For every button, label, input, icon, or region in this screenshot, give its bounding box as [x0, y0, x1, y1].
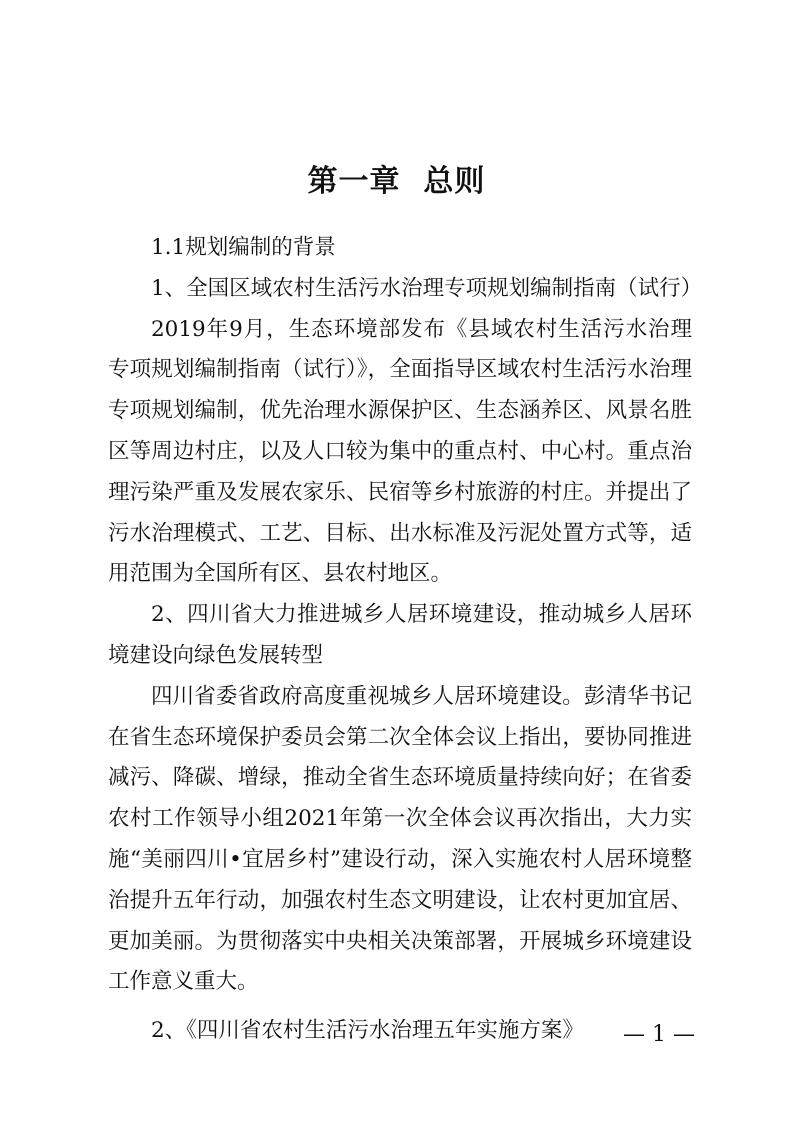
- page-number: — 1 —: [623, 1022, 695, 1047]
- list-item-guideline: 1、全国区域农村生活污水治理专项规划编制指南（试行）: [151, 275, 703, 301]
- list-item-sichuan-environment: 2、四川省大力推进城乡人居环境建设，推动城乡人居环境建设向绿色发展转型: [108, 602, 692, 668]
- list-item-implementation-plan: 2、《四川省农村生活污水治理五年实施方案》: [151, 1018, 584, 1044]
- body-text: [108, 228, 703, 1052]
- paragraph-guideline-content: 2019年9月，生态环境部发布《县域农村生活污水治理专项规划编制指南（试行）》，全面指导区域农村生活污水治理专项规划编制，优先治理水源保护区、生态涵养区、风景名胜区等周边村庄，以及人口较为集中的重点村、中心村。重点治理污染严重及发展农家乐、民宿等乡村旅游的村庄。并提出了污水治理模式、工艺、目标、出水标准及污泥处置方式等，适用范围为全国所有区、县农村地区。: [108, 316, 692, 587]
- chapter-title: 第一章 总则: [307, 164, 486, 200]
- paragraph-sichuan-content: 四川省委省政府高度重视城乡人居环境建设。彭清华书记在省生态环境保护委员会第二次全体会议上指出，要协同推进减污、降碳、增绿，推动全省生态环境质量持续向好；在省委农村工作领导小组2021年第一次全体会议再次指出，大力实施“美丽四川•宜居乡村”建设行动，深入实施农村人居环境整治提升五年行动，加强农村生态文明建设，让农村更加宜居、更加美丽。为贯彻落实中央相关决策部署，开展城乡环境建设工作意义重大。: [108, 683, 692, 995]
- section-heading: 1.1规划编制的背景: [151, 235, 336, 260]
